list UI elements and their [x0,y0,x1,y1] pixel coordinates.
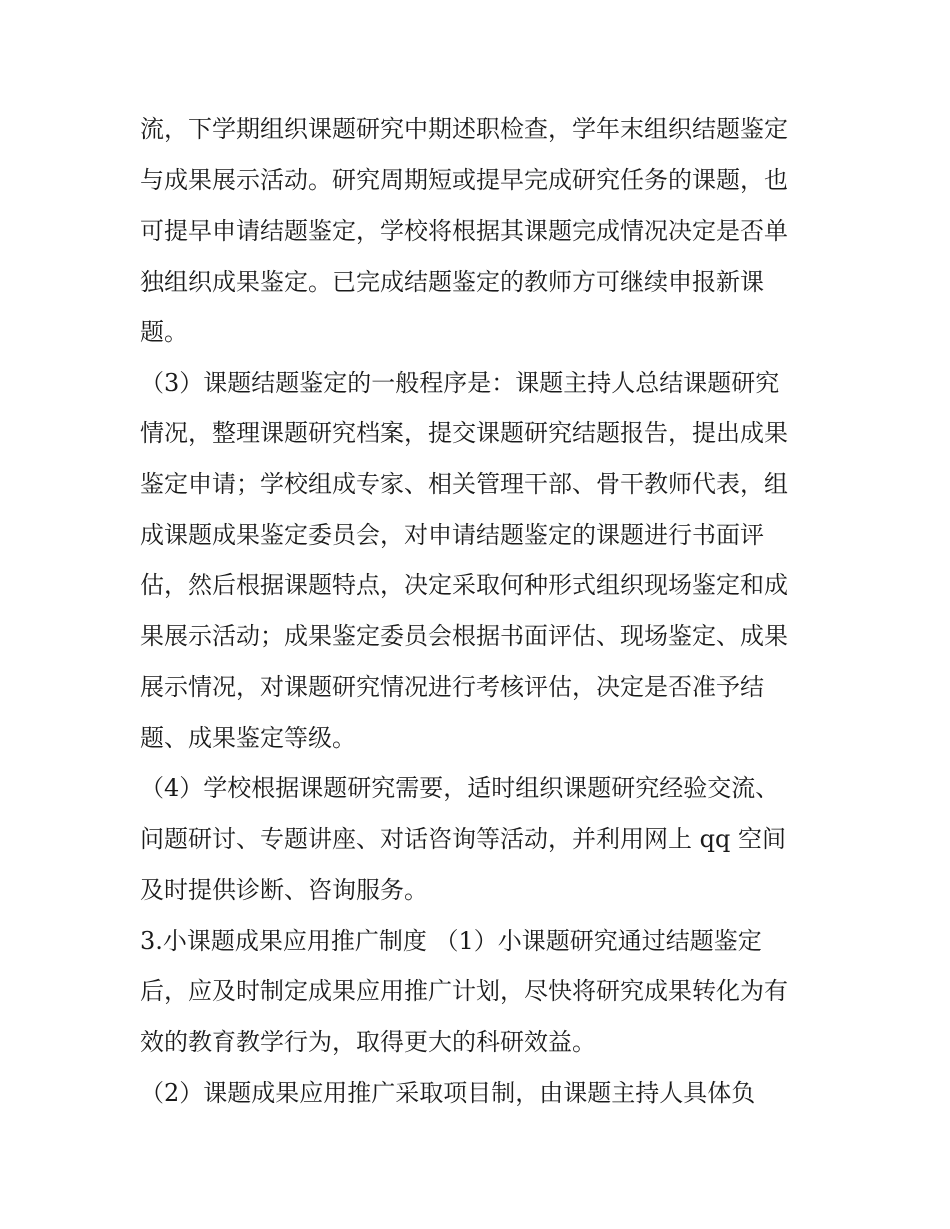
text-line: 后，应及时制定成果应用推广计划，尽快将研究成果转化为有 [140,977,788,1005]
text-line: （3）课题结题鉴定的一般程序是：课题主持人总结课题研究 [140,369,780,397]
text-line: 成课题成果鉴定委员会，对申请结题鉴定的课题进行书面评 [140,521,764,549]
text-line: 题、成果鉴定等级。 [140,724,356,752]
text-line: 展示情况，对课题研究情况进行考核评估，决定是否准予结 [140,673,764,701]
text-line: 及时提供诊断、咨询服务。 [140,876,428,904]
text-line: （4）学校根据课题研究需要，适时组织课题研究经验交流、 [140,774,780,802]
text-line: 独组织成果鉴定。已完成结题鉴定的教师方可继续申报新课 [140,268,764,296]
text-line: 题。 [140,318,188,346]
text-line: 3.小课题成果应用推广制度 （1）小课题研究通过结题鉴定 [140,927,762,955]
text-line: （2）课题成果应用推广采取项目制，由课题主持人具体负 [140,1079,756,1107]
text-line: 果展示活动；成果鉴定委员会根据书面评估、现场鉴定、成果 [140,622,788,650]
text-line: 情况，整理课题研究档案，提交课题研究结题报告，提出成果 [140,419,788,447]
text-line: 估，然后根据课题特点，决定采取何种形式组织现场鉴定和成 [140,571,788,599]
text-line: 流，下学期组织课题研究中期述职检查，学年末组织结题鉴定 [140,115,788,143]
text-line: 问题研讨、专题讲座、对话咨询等活动，并利用网上 qq 空间 [140,825,786,853]
text-line: 可提早申请结题鉴定，学校将根据其课题完成情况决定是否单 [140,217,788,245]
text-line: 鉴定申请；学校组成专家、相关管理干部、骨干教师代表，组 [140,470,788,498]
text-line: 与成果展示活动。研究周期短或提早完成研究任务的课题，也 [140,166,788,194]
text-line: 效的教育教学行为，取得更大的科研效益。 [140,1028,596,1056]
